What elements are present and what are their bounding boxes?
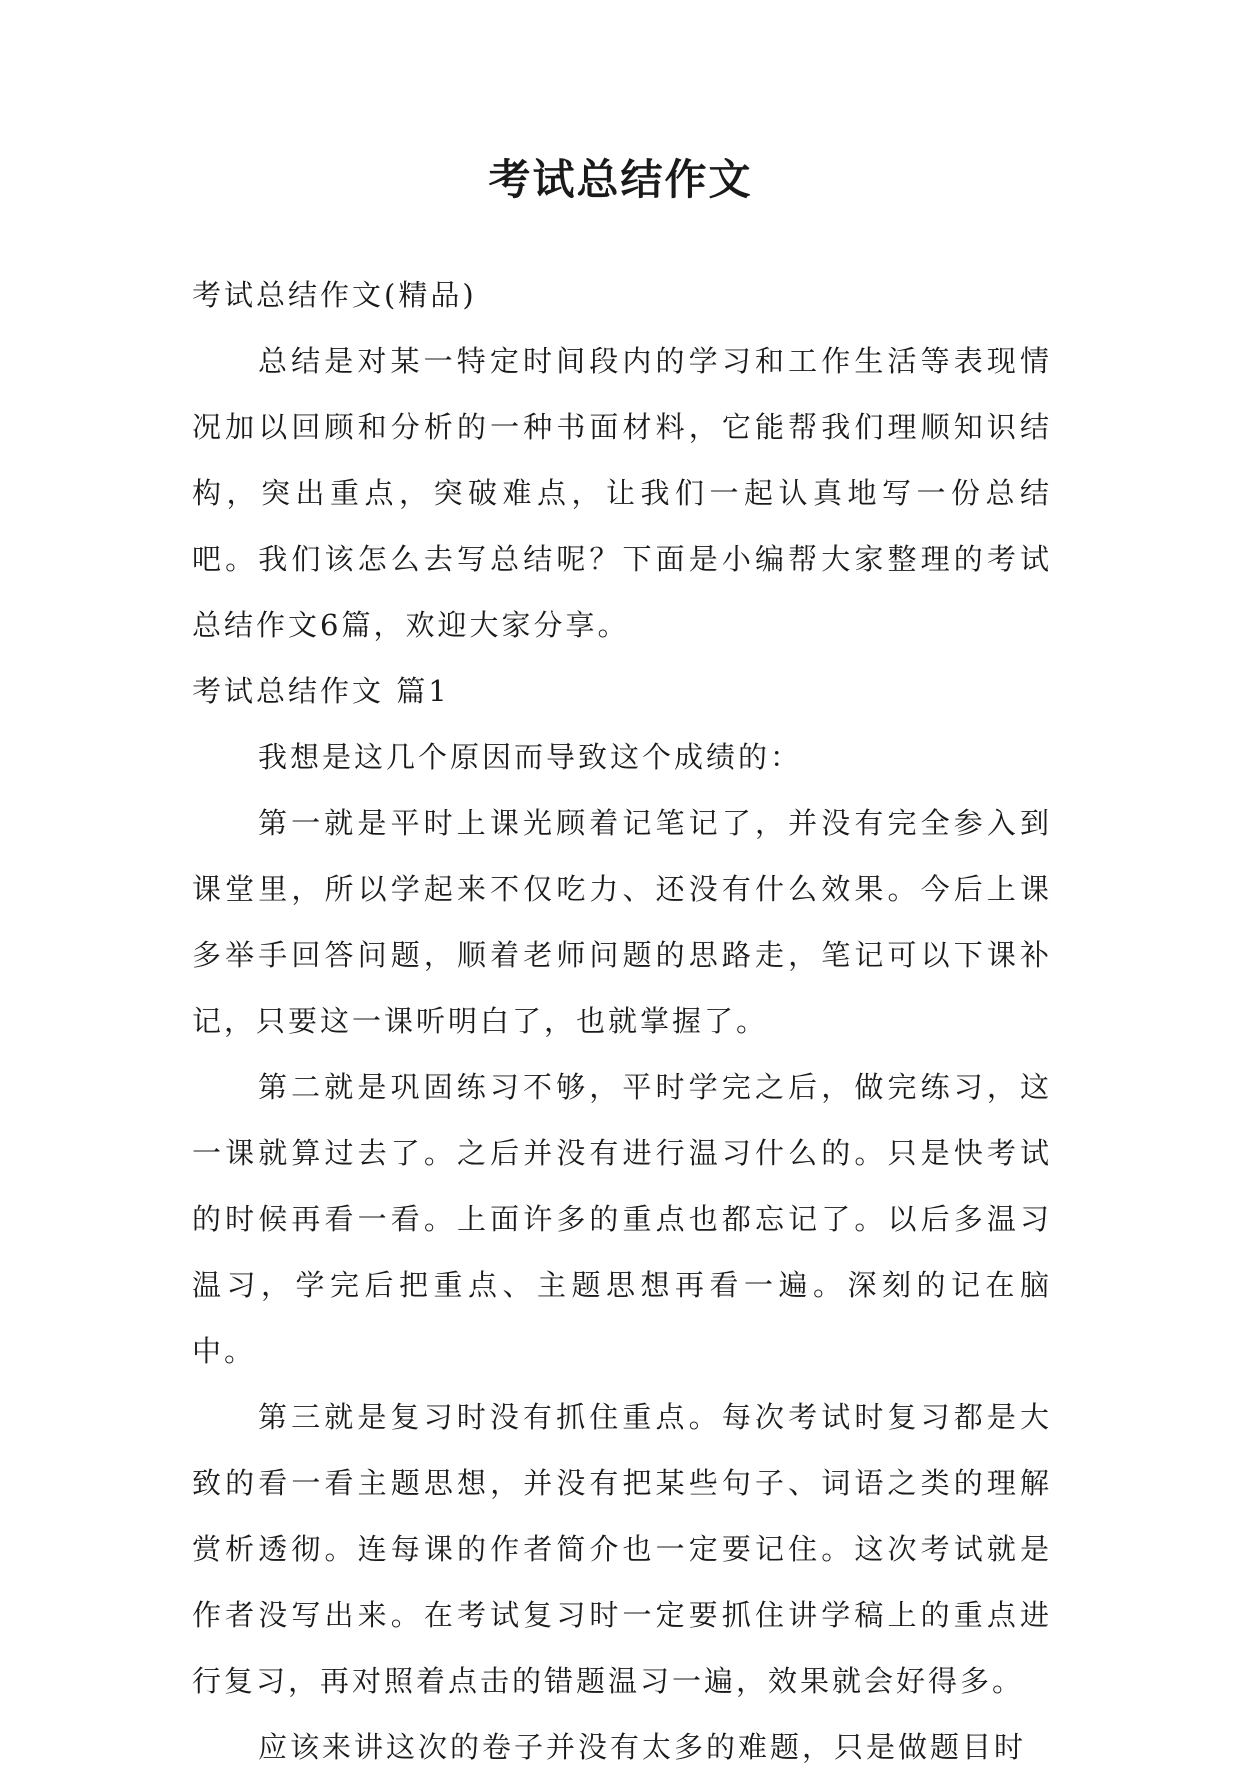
document-body — [192, 262, 1052, 1780]
body-paragraph: 应该来讲这次的卷子并没有太多的难题，只是做题目时 — [258, 1730, 1027, 1764]
document-title: 考试总结作文 — [488, 155, 753, 204]
section-heading: 考试总结作文(精品) — [192, 278, 477, 312]
body-paragraph: 第一就是平时上课光顾着记笔记了，并没有完全参入到课堂里，所以学起来不仅吃力、还没有什么效果。今后上课多举手回答问题，顺着老师问题的思路走，笔记可以下课补记，只要这一课听明白了，也就掌握了。 — [192, 806, 1052, 1038]
section-heading: 考试总结作文 篇1 — [192, 674, 450, 708]
body-paragraph: 第二就是巩固练习不够，平时学完之后，做完练习，这一课就算过去了。之后并没有进行温习什么的。只是快考试的时候再看一看。上面许多的重点也都忘记了。以后多温习温习，学完后把重点、主题思想再看一遍。深刻的记在脑中。 — [192, 1070, 1052, 1368]
body-paragraph: 我想是这几个原因而导致这个成绩的： — [258, 740, 803, 774]
intro-paragraph: 总结是对某一特定时间段内的学习和工作生活等表现情况加以回顾和分析的一种书面材料，它能帮我们理顺知识结构，突出重点，突破难点，让我们一起认真地写一份总结吧。我们该怎么去写总结呢？下面是小编帮大家整理的考试总结作文6篇，欢迎大家分享。 — [192, 344, 1052, 642]
body-paragraph: 第三就是复习时没有抓住重点。每次考试时复习都是大致的看一看主题思想，并没有把某些句子、词语之类的理解赏析透彻。连每课的作者简介也一定要记住。这次考试就是作者没写出来。在考试复习时一定要抓住讲学稿上的重点进行复习，再对照着点击的错题温习一遍，效果就会好得多。 — [192, 1400, 1052, 1698]
